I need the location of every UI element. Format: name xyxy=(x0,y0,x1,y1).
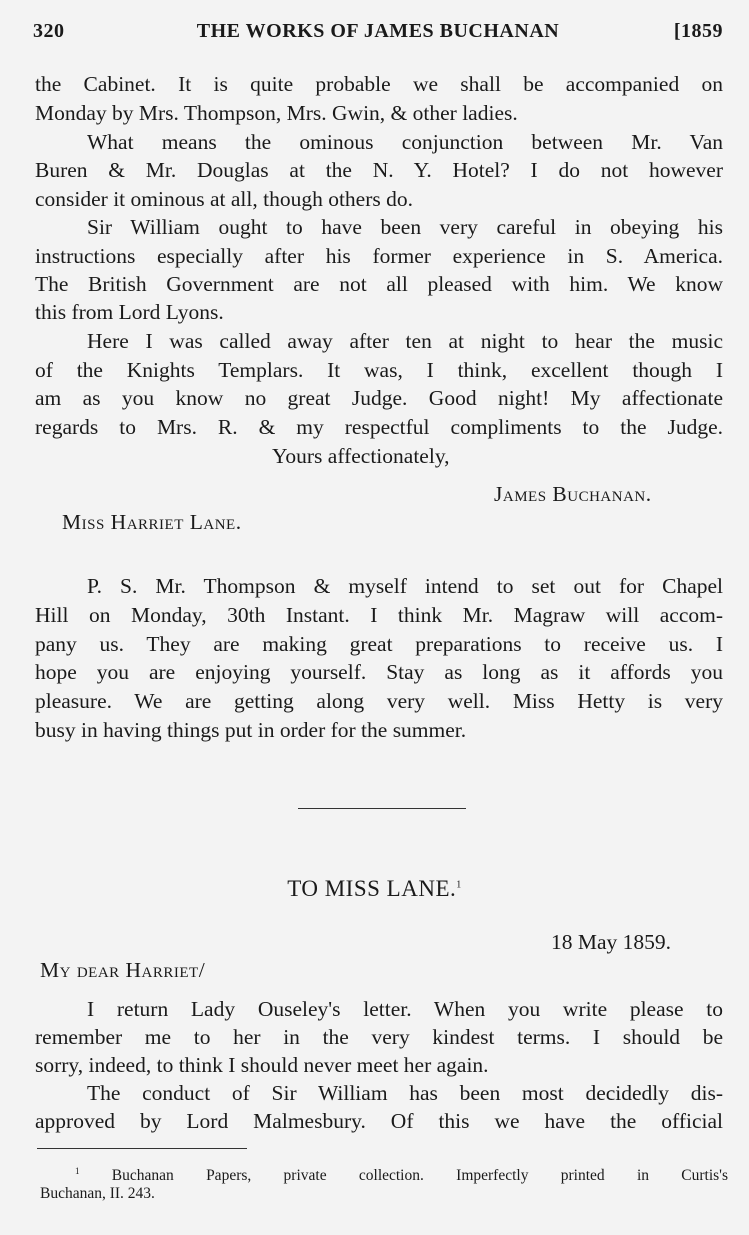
text-line: Here I was called away after ten at night to hear the music xyxy=(87,329,723,353)
text-line: approved by Lord Malmesbury. Of this we have the official xyxy=(35,1109,723,1133)
text-line: of the Knights Templars. It was, I think, excellent though I xyxy=(35,358,723,382)
postscript-line: pleasure. We are getting along very well. Miss Hetty is very xyxy=(35,689,723,713)
header-year: [1859 xyxy=(673,20,723,42)
text-line: The conduct of Sir William has been most decidedly dis- xyxy=(87,1081,723,1105)
text-line: remember me to her in the very kindest terms. I should be xyxy=(35,1025,723,1049)
page-number: 320 xyxy=(33,20,65,42)
section-divider xyxy=(298,808,466,809)
footnote-marker: 1 xyxy=(456,879,462,891)
salutation: My dear Harriet/ xyxy=(40,958,206,982)
running-title: THE WORKS OF JAMES BUCHANAN xyxy=(196,20,560,42)
text-line: instructions especially after his former experience in S. America. xyxy=(35,244,723,268)
footnote-line: Buchanan, II. 243. xyxy=(40,1185,155,1202)
postscript-line: P. S. Mr. Thompson & myself intend to set out for Chapel xyxy=(87,574,723,598)
postscript-line: Hill on Monday, 30th Instant. I think Mr. Magraw will accom- xyxy=(35,603,723,627)
footnote-rule xyxy=(37,1148,247,1149)
addressee: Miss Harriet Lane. xyxy=(62,510,242,534)
text-line: I return Lady Ouseley's letter. When you write please to xyxy=(87,997,723,1021)
footnote-text: Buchanan Papers, private collection. Imperfectly printed in Curtis's xyxy=(111,1167,729,1185)
signature: James Buchanan. xyxy=(494,482,652,506)
text-line: consider it ominous at all, though others do. xyxy=(35,187,413,211)
running-header xyxy=(33,20,723,48)
text-line: Buren & Mr. Douglas at the N. Y. Hotel? I do not however xyxy=(35,158,723,182)
text-line: Monday by Mrs. Thompson, Mrs. Gwin, & other ladies. xyxy=(35,101,518,125)
letter-date: 18 May 1859. xyxy=(551,930,672,954)
letter-heading-text: TO MISS LANE. xyxy=(287,876,457,901)
letter-heading xyxy=(0,876,749,902)
text-line: sorry, indeed, to think I should never meet her again. xyxy=(35,1053,489,1077)
letter-closing: Yours affectionately, xyxy=(272,444,450,468)
text-line: am as you know no great Judge. Good night! My affectionate xyxy=(35,386,723,410)
postscript-line: hope you are enjoying yourself. Stay as long as it affords you xyxy=(35,660,723,684)
text-line: The British Government are not all pleased with him. We know xyxy=(35,272,723,296)
postscript-line: pany us. They are making great preparations to receive us. I xyxy=(35,632,723,656)
text-line: regards to Mrs. R. & my respectful compliments to the Judge. xyxy=(35,415,723,439)
footnote-number: 1 xyxy=(75,1166,80,1176)
text-line: the Cabinet. It is quite probable we shall be accompanied on xyxy=(35,72,723,96)
text-line: Sir William ought to have been very careful in obeying his xyxy=(87,215,723,239)
text-line: this from Lord Lyons. xyxy=(35,300,224,324)
postscript-line: busy in having things put in order for the summer. xyxy=(35,718,467,742)
text-line: What means the ominous conjunction between Mr. Van xyxy=(87,130,723,154)
